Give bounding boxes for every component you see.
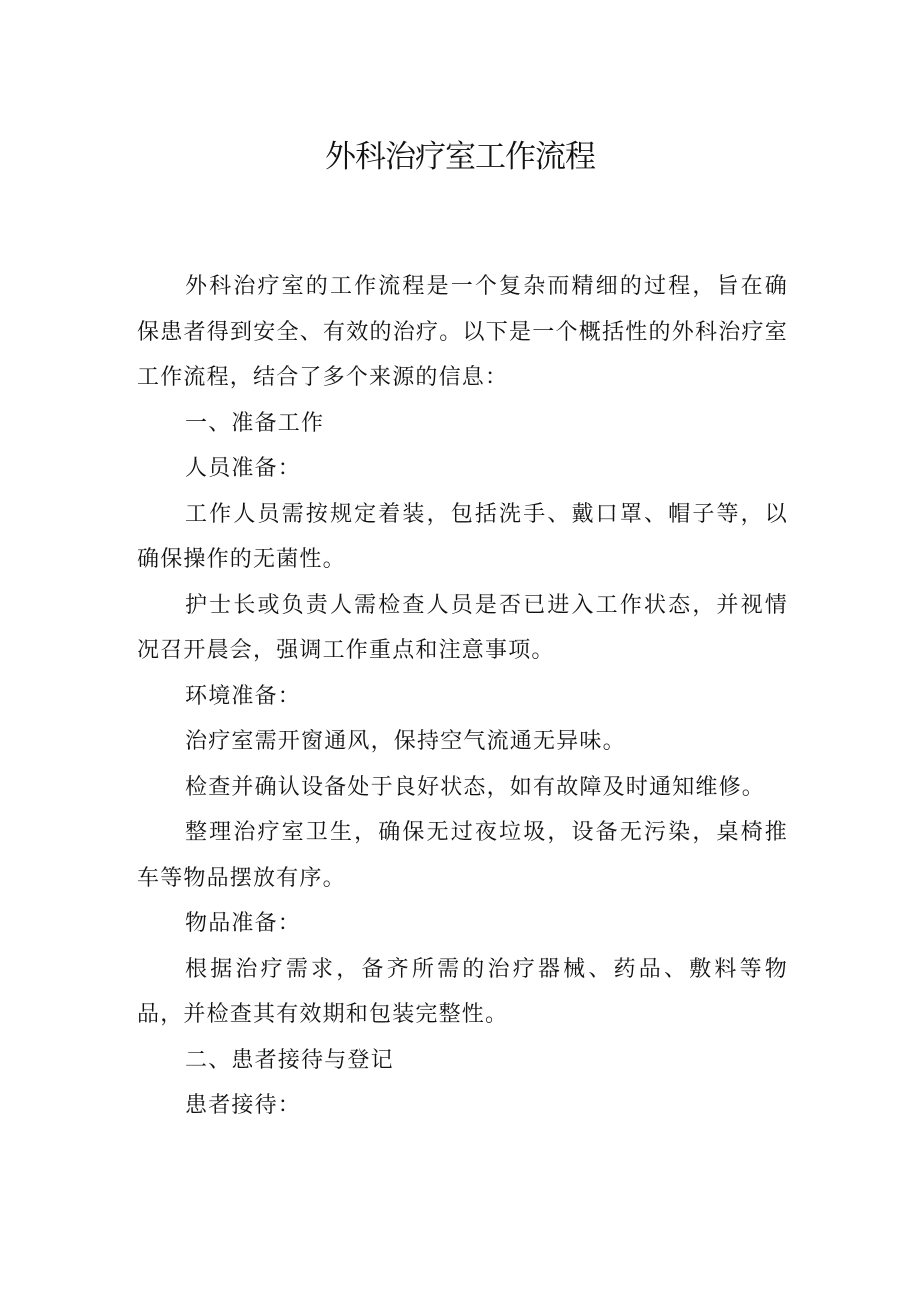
subheading-environment-preparation: 环境准备：	[185, 683, 302, 709]
paragraph-staff-attire: 工作人员需按规定着装，包括洗手、戴口罩、帽子等，以确保操作的无菌性。	[137, 501, 788, 572]
subheading-staff-preparation: 人员准备：	[185, 456, 302, 481]
section-heading-preparation: 一、准备工作	[185, 410, 325, 436]
paragraph-equipment-check: 检查并确认设备处于良好状态，如有故障及时通知维修。	[185, 774, 766, 800]
subheading-patient-reception: 患者接待：	[185, 1093, 302, 1118]
document-title: 外科治疗室工作流程	[325, 139, 595, 175]
subheading-supplies-preparation: 物品准备：	[185, 911, 302, 936]
section-heading-patient-reception: 二、患者接待与登记	[185, 1047, 394, 1073]
paragraph-room-cleaning: 整理治疗室卫生，确保无过夜垃圾，设备无污染，桌椅推车等物品摆放有序。	[137, 820, 788, 891]
paragraph-supplies: 根据治疗需求，备齐所需的治疗器械、药品、敷料等物品，并检查其有效期和包装完整性。	[137, 956, 788, 1027]
intro-paragraph: 外科治疗室的工作流程是一个复杂而精细的过程，旨在确保患者得到安全、有效的治疗。以下是一个概括性的外科治疗室工作流程，结合了多个来源的信息：	[137, 274, 788, 390]
paragraph-ventilation: 治疗室需开窗通风，保持空气流通无异味。	[185, 729, 626, 754]
document-body	[137, 264, 788, 1129]
paragraph-head-nurse-check: 护士长或负责人需检查人员是否已进入工作状态，并视情况召开晨会，强调工作重点和注意事项。	[137, 592, 788, 663]
